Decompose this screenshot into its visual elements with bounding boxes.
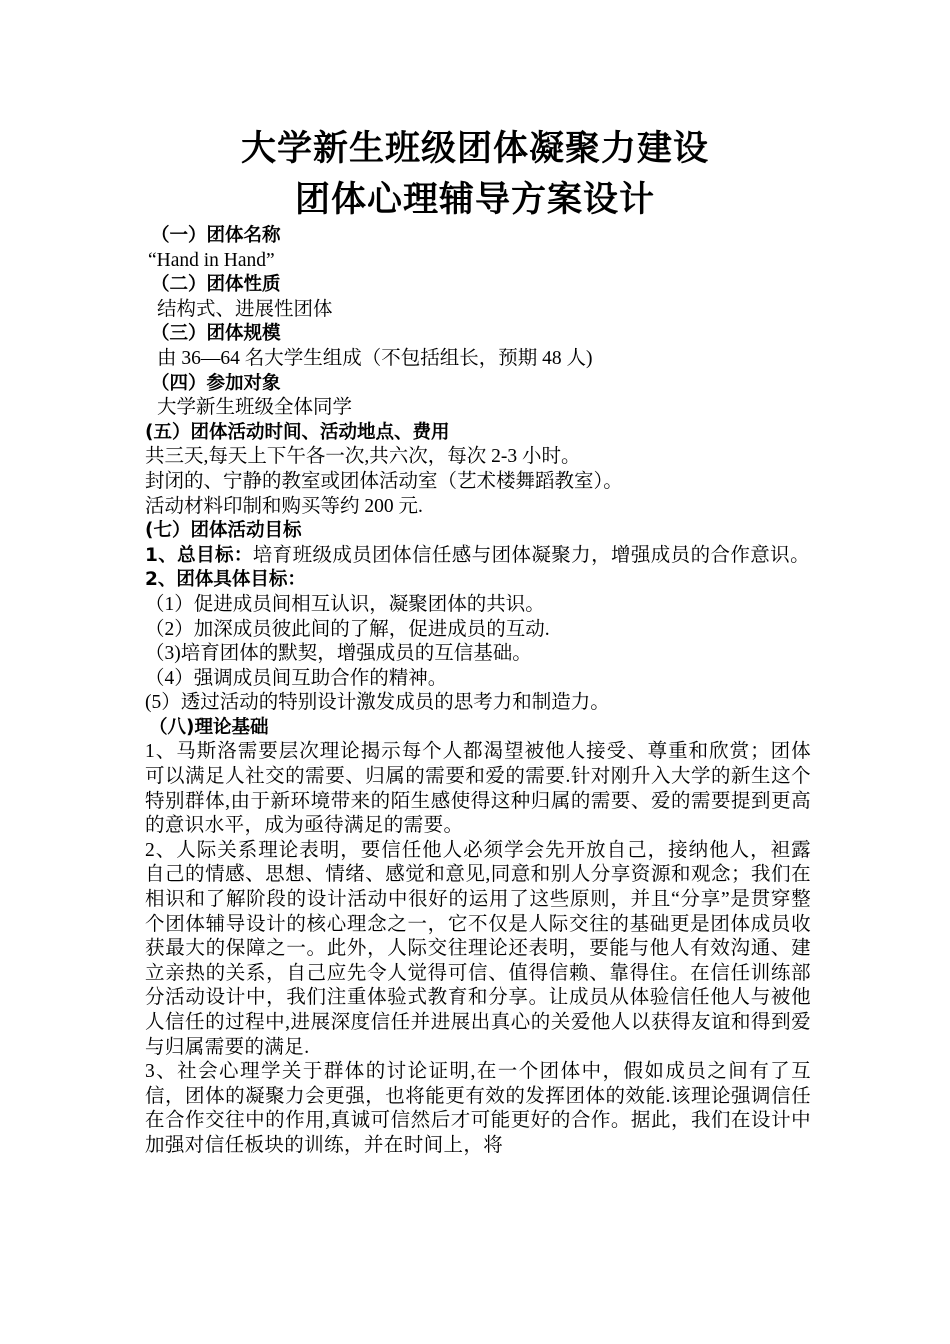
theory-paragraph-2: 2、人际关系理论表明，要信任他人必须学会先开放自己，接纳他人，袒露自己的情感、思想、情绪、感觉和意见,同意和别人分享资源和观念；我们在相识和了解阶段的设计活动中很好的运用了这些原则，并且“分享”是贯穿整个团体辅导设计的核心理念之一，它不仅是人际交往的基础更是团体成员收获最大的保障之一。此外，人际交往理论还表明，要能与他人有效沟通、建立亲热的关系，自己应先令人觉得可信、值得信赖、靠得住。在信任训练部分活动设计中，我们注重体验式教育和分享。让成员从体验信任他人与被他人信任的过程中,进展深度信任并进展出真心的关爱他人以获得友谊和得到爱与归属需要的满足. xyxy=(145,839,811,1058)
section-heading-nature: （二）团体性质 xyxy=(151,274,281,296)
specific-goal-item-4: （4）强调成员间互助合作的精神。 xyxy=(145,667,448,689)
section-heading-scale: （三）团体规模 xyxy=(151,323,281,345)
section-heading-participants: （四）参加对象 xyxy=(151,372,281,394)
activity-place-text: 封闭的、宁静的教室或团体活动室（艺术楼舞蹈教室）。 xyxy=(145,470,623,492)
theory-paragraph-1: 1、马斯洛需要层次理论揭示每个人都渴望被他人接受、尊重和欣赏；团体可以满足人社交的需要、归属的需要和爱的需要.针对刚升入大学的新生这个特别群体,由于新环境带来的陌生感使得这种归属的需要、爱的需要提到更高的意识水平，成为亟待满足的需要。 xyxy=(145,741,811,837)
overall-goal-paragraph xyxy=(145,544,811,569)
activity-time-text: 共三天,每天上下午各一次,共六次，每次 2-3 小时。 xyxy=(145,446,581,468)
group-scale-text: 由 36—64 名大学生组成（不包括组长，预期 48 人) xyxy=(157,347,593,369)
document-title-line-1: 大学新生班级团体凝聚力建设 xyxy=(240,129,709,169)
participants-text: 大学新生班级全体同学 xyxy=(157,397,353,419)
specific-goal-item-1: （1）促进成员间相互认识，凝聚团体的共识。 xyxy=(145,593,545,615)
group-name-text: “Hand in Hand” xyxy=(148,249,275,271)
document-title-line-2: 团体心理辅导方案设计 xyxy=(294,180,655,220)
overall-goal-label: 1、总目标： xyxy=(145,544,253,566)
activity-cost-text: 活动材料印制和购买等约 200 元. xyxy=(145,495,423,517)
theory-paragraph-3: 3、社会心理学关于群体的讨论证明,在一个团体中，假如成员之间有了互信，团体的凝聚力会更强，也将能更有效的发挥团体的效能.该理论强调信任在合作交往中的作用,真诚可信然后才可能更好的合作。据此，我们在设计中加强对信任板块的训练，并在时间上，将 xyxy=(145,1061,811,1156)
overall-goal-text: 培育班级成员团体信任感与团体凝聚力，增强成员的合作意识。 xyxy=(252,544,810,566)
section-heading-name: （一）团体名称 xyxy=(151,225,281,246)
specific-goal-item-5: (5）透过活动的特别设计激发成员的思考力和制造力。 xyxy=(145,692,610,714)
group-nature-text: 结构式、进展性团体 xyxy=(157,298,333,320)
section-heading-time-place-cost: (五）团体活动时间、活动地点、费用 xyxy=(145,421,450,443)
document-body xyxy=(145,224,811,1159)
specific-goals-label: 2、团体具体目标： xyxy=(145,569,306,591)
specific-goal-item-2: （2）加深成员彼此间的了解，促进成员的互动. xyxy=(145,618,550,640)
section-heading-goals: (七）团体活动目标 xyxy=(145,520,302,542)
specific-goal-item-3: （3)培育团体的默契，增强成员的互信基础。 xyxy=(145,643,532,665)
section-heading-theory: （八)理论基础 xyxy=(149,716,269,738)
